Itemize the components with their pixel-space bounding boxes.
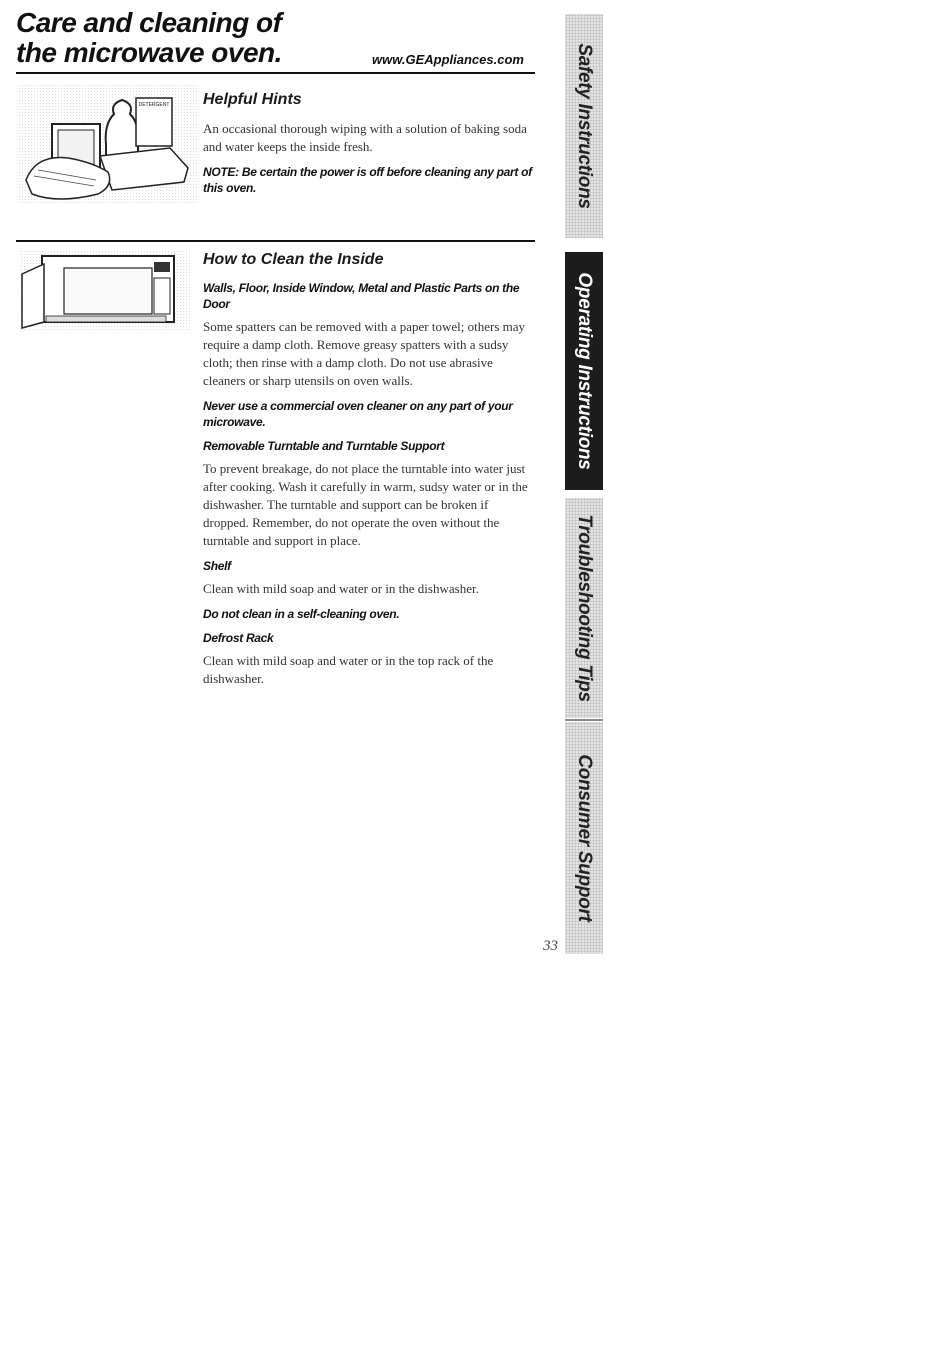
section-tabs (565, 14, 603, 954)
tab-label: Operating Instructions (574, 272, 595, 470)
helpful-hints-section (203, 90, 533, 204)
shelf-text: Clean with mild soap and water or in the dishwasher. (203, 581, 479, 596)
clean-inside-heading: How to Clean the Inside (203, 251, 384, 268)
self-cleaning-warning: Do not clean in a self-cleaning oven. (203, 607, 400, 621)
shelf-heading: Shelf (203, 559, 231, 573)
tab-consumer-support[interactable] (565, 722, 603, 954)
page-title (16, 8, 282, 68)
detergent-label: DETERGENT (138, 102, 170, 108)
helpful-hints-heading: Helpful Hints (203, 91, 302, 108)
turntable-heading: Removable Turntable and Turntable Support (203, 439, 445, 453)
tab-label: Consumer Support (574, 754, 595, 922)
tab-divider (565, 719, 603, 721)
tab-troubleshooting-tips[interactable] (565, 498, 603, 718)
title-divider (16, 72, 535, 74)
page-title-line-1: Care and cleaning of (16, 7, 282, 38)
tab-operating-instructions[interactable] (565, 252, 603, 490)
walls-floor-text: Some spatters can be removed with a paper towel; others may require a damp cloth. Remove greasy spatters with a sudsy cloth; then rinse with a damp cloth. Do not use abrasive cleaners or sharp utensils on oven walls. (203, 319, 526, 388)
defrost-rack-text: Clean with mild soap and water or in the top rack of the dishwasher. (203, 653, 494, 686)
walls-floor-heading: Walls, Floor, Inside Window, Metal and Plastic Parts on the Door (203, 281, 520, 311)
page-number: 33 (543, 938, 558, 954)
page-title-line-2: the microwave oven. (16, 37, 282, 68)
clean-inside-section (203, 250, 533, 696)
tab-safety-instructions[interactable] (565, 14, 603, 238)
microwave-oven-illustration (20, 250, 190, 332)
tab-label: Troubleshooting Tips (574, 514, 595, 702)
helpful-hints-text: An occasional thorough wiping with a solution of baking soda and water keeps the inside fresh. (203, 121, 527, 154)
website-url[interactable]: www.GEAppliances.com (372, 52, 524, 67)
cleaning-supplies-illustration (18, 84, 198, 204)
defrost-rack-heading: Defrost Rack (203, 631, 274, 645)
section-divider (16, 240, 535, 242)
tab-label: Safety Instructions (574, 43, 595, 209)
turntable-text: To prevent breakage, do not place the turntable into water just after cooking. Wash it carefully in warm, sudsy water or in the dishwasher. The turntable and support can be broken if dropped. Remember, do not operate the oven without the turntable and support in place. (203, 461, 528, 548)
oven-cleaner-warning: Never use a commercial oven cleaner on any part of your microwave. (203, 399, 513, 429)
power-off-note: NOTE: Be certain the power is off before cleaning any part of this oven. (203, 165, 532, 195)
